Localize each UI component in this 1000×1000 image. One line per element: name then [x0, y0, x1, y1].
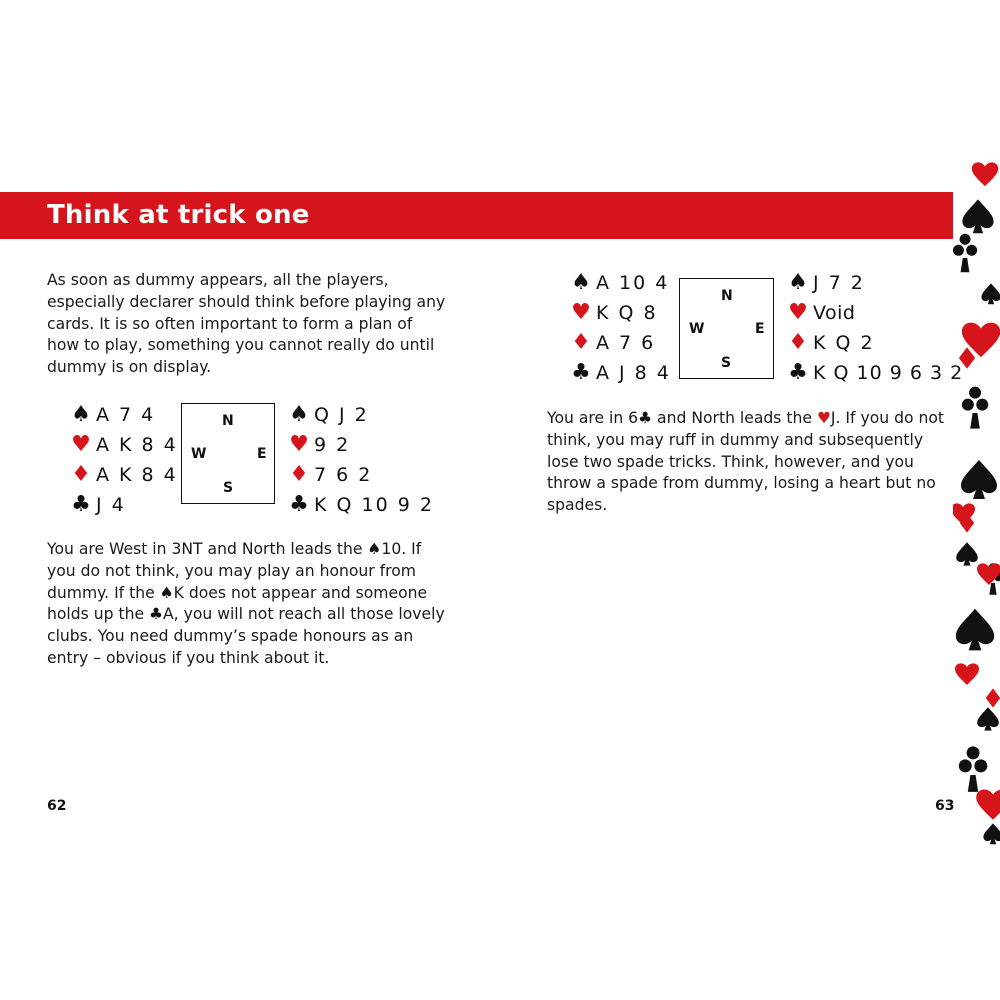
- compass-south: S: [721, 355, 732, 371]
- text-run: 10. If you do not think, you may play an honour from dummy. If the: [47, 540, 422, 602]
- compass-north: N: [222, 413, 234, 429]
- hand-row-hearts: [286, 430, 434, 460]
- title-bar: [0, 192, 953, 239]
- hand-row-hearts: [68, 430, 178, 460]
- cards-spades: Q J 2: [314, 404, 369, 426]
- hand-row-spades: [785, 268, 963, 298]
- club-icon: ♣: [571, 360, 593, 385]
- hand-row-hearts: [568, 298, 671, 328]
- cards-spades: A 7 4: [96, 404, 156, 426]
- hand-row-diamonds: [286, 460, 434, 490]
- club-icon: ♣: [71, 492, 93, 517]
- hand-row-diamonds: [568, 328, 671, 358]
- text-run: and North leads the: [652, 409, 817, 427]
- spade-icon: ♠: [788, 270, 810, 295]
- spade-icon: ♠: [71, 402, 93, 427]
- hand-row-diamonds: [68, 460, 178, 490]
- suit-pattern-icon: [953, 143, 1000, 855]
- left-compass-box: [181, 403, 275, 504]
- heart-icon: ♥: [71, 432, 93, 457]
- hand-row-clubs: [68, 490, 178, 520]
- club-icon: ♣: [638, 409, 653, 427]
- cards-diamonds: 7 6 2: [314, 464, 373, 486]
- club-icon: ♣: [149, 605, 164, 624]
- cards-spades: A 10 4: [596, 272, 670, 294]
- diamond-icon: ♦: [289, 462, 311, 487]
- club-icon: ♣: [289, 492, 311, 517]
- hand-row-clubs: [785, 358, 963, 388]
- page-title: Think at trick one: [47, 200, 310, 230]
- heart-icon: ♥: [289, 432, 311, 457]
- heart-icon: ♥: [571, 300, 593, 325]
- hand-row-spades: [68, 400, 178, 430]
- spade-icon: ♠: [289, 402, 311, 427]
- cards-diamonds: A 7 6: [596, 332, 656, 354]
- compass-east: E: [755, 321, 765, 337]
- compass-west: W: [689, 321, 705, 337]
- diamond-icon: ♦: [788, 330, 810, 355]
- cards-hearts: A K 8 4: [96, 434, 178, 456]
- spade-icon: ♠: [367, 540, 382, 558]
- cards-hearts: K Q 8: [596, 302, 658, 324]
- hand-row-spades: [286, 400, 434, 430]
- intro-paragraph: As soon as dummy appears, all the players, especially declarer should think before playing any cards. It is so often important to form a plan of how to play, something you cannot really do until dummy is on display.: [47, 271, 446, 377]
- compass-north: N: [721, 288, 733, 304]
- text-run: K does not appear and someone holds up the: [47, 583, 428, 624]
- compass-south: S: [223, 480, 234, 496]
- cards-diamonds: K Q 2: [813, 332, 875, 354]
- heart-icon: ♥: [788, 300, 810, 325]
- left-east-hand: [286, 400, 434, 520]
- text-run: You are in 6: [547, 409, 639, 427]
- diamond-icon: ♦: [571, 330, 593, 355]
- text-run: You are West in 3NT and North leads the: [47, 540, 368, 558]
- page-number-left: 62: [47, 798, 67, 814]
- spade-icon: ♠: [159, 583, 174, 602]
- hand-row-clubs: [286, 490, 434, 520]
- left-body-paragraph: [47, 539, 452, 670]
- hand-row-clubs: [568, 358, 671, 388]
- cards-hearts: Void: [813, 302, 856, 324]
- decorative-suit-border: [953, 143, 1000, 855]
- right-compass-box: [679, 278, 774, 379]
- cards-spades: J 7 2: [813, 272, 865, 294]
- text-run: J. If you do not think, you may ruff in dummy and subsequently lose two spade tricks. Think, however, and you throw a spade from dummy, losing a heart but no spades.: [547, 409, 945, 515]
- cards-clubs: A J 8 4: [596, 362, 671, 384]
- page-number-right: 63: [935, 798, 955, 814]
- cards-clubs: J 4: [96, 494, 126, 516]
- cards-clubs: K Q 10 9 6 3 2: [813, 362, 964, 384]
- right-west-hand: [568, 268, 671, 388]
- cards-diamonds: A K 8 4: [96, 464, 178, 486]
- club-icon: ♣: [788, 360, 810, 385]
- right-east-hand: [785, 268, 963, 388]
- cards-clubs: K Q 10 9 2: [314, 494, 434, 516]
- diamond-icon: ♦: [71, 462, 93, 487]
- cards-hearts: 9 2: [314, 434, 351, 456]
- hand-row-diamonds: [785, 328, 963, 358]
- left-west-hand: [68, 400, 178, 520]
- text-run: A, you will not reach all those lovely clubs. You need dummy’s spade honours as an entry – obvious if you think about it.: [47, 605, 445, 667]
- heart-icon: ♥: [816, 409, 831, 427]
- spade-icon: ♠: [571, 270, 593, 295]
- hand-row-hearts: [785, 298, 963, 328]
- right-body-paragraph: [547, 408, 945, 517]
- compass-east: E: [257, 446, 267, 462]
- compass-west: W: [191, 446, 207, 462]
- hand-row-spades: [568, 268, 671, 298]
